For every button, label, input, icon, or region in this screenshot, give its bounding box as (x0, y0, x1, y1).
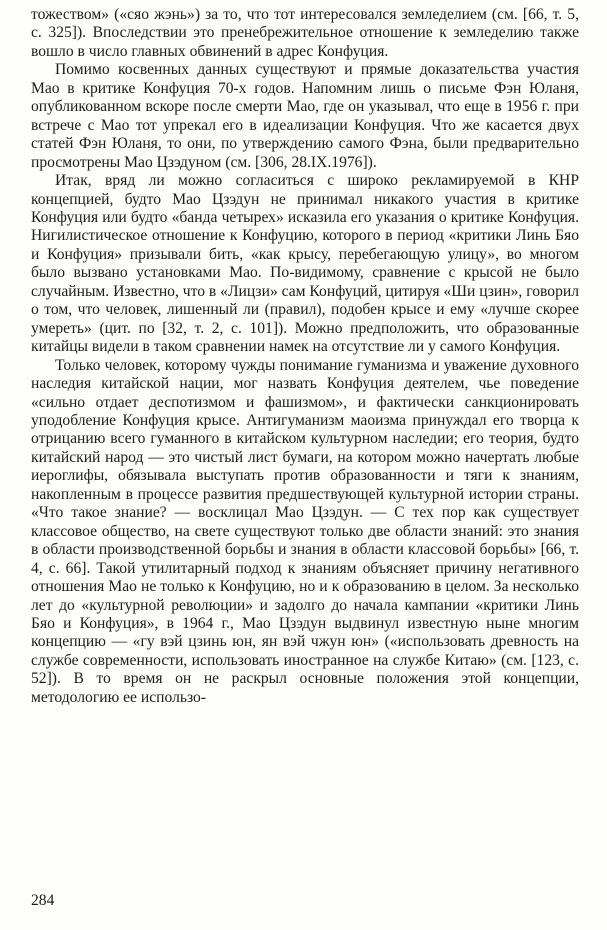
page-number: 284 (31, 892, 55, 909)
paragraph-3: Итак, вряд ли можно согласиться с широко рекламируемой в КНР концепцией, будто Мао Цзэдун не принимал никакого участия в критике Конфуция или будто «банда четырех» исказила его указания о критике Конфуция. Нигилистическое отношение к Конфуцию, которого в период «критики Линь Бяо и Конфуция» призывали бить, «как крысу, перебегающую улицу», во многом было вызвано установками Мао. По-видимому, сравнение с крысой не было случайным. Известно, что в «Лицзи» сам Конфуций, цитируя «Ши цзин», говорил о том, что человек, лишенный ли (правил), подобен крысе и ему «лучше скорее умереть» (цит. по [32, т. 2, с. 101]). Можно предположить, что образованные китайцы видели в таком сравнении намек на отсутствие ли у самого Конфуция. (31, 172, 579, 356)
paragraph-2: Помимо косвенных данных существуют и прямые доказательства участия Мао в критике Конфуция 70-х годов. Напомним лишь о письме Фэн Юланя, опубликованном вскоре после смерти Мао, где он указывал, что еще в 1956 г. при встрече с Мао тот упрекал его в идеализации Конфуция. Что же касается двух статей Фэн Юланя, то они, по утверждению самого Фэна, были предварительно просмотрены Мао Цзэдуном (см. [306, 28.IX.1976]). (31, 61, 579, 171)
paragraph-4: Только человек, которому чужды понимание гуманизма и уважение духовного наследия китайской нации, мог назвать Конфуция деятелем, чье поведение «сильно отдает деспотизмом и фашизмом», и фактически санкционировать уподобление Конфуция крысе. Антигуманизм маоизма принуждал его творца к отрицанию всего гуманного в китайском культурном наследии; его теория, будто китайский народ — это чистый лист бумаги, на котором можно начертать любые иероглифы, обязывала выступать против образованности и тяги к знаниям, накопленным в процессе развития предшествующей культурной истории страны. «Что такое знание? — восклицал Мао Цзэдун. — С тех пор как существует классовое общество, на свете существуют только две области знаний: это знания в области производственной борьбы и знания в области классовой борьбы» [66, т. 4, с. 66]. Такой утилитарный подход к знаниям объясняет причину негативного отношения Мао не только к Конфуцию, но и к образованию в целом. За несколько лет до «культурной революции» и задолго до начала кампании «критики Линь Бяо и Конфуция», в 1964 г., Мао Цзэдун выдвинул известную ныне многим концепцию — «гу вэй цзинь юн, ян вэй чжун юн» («использовать древность на службе современности, использовать иностранное на службе Китаю» (см. [123, с. 52]). В то время он не раскрыл основные положения этой концепции, методологию ее использо- (31, 356, 579, 706)
paragraph-1: тожеством» («сяо жэнь») за то, что тот интересовался земледелием (см. [66, т. 5, с. 325]). Впоследствии это пренебрежительное отношение к земледелию также вошло в число главных обвинений в адрес Конфуция. (31, 6, 579, 60)
body-text (31, 6, 579, 707)
